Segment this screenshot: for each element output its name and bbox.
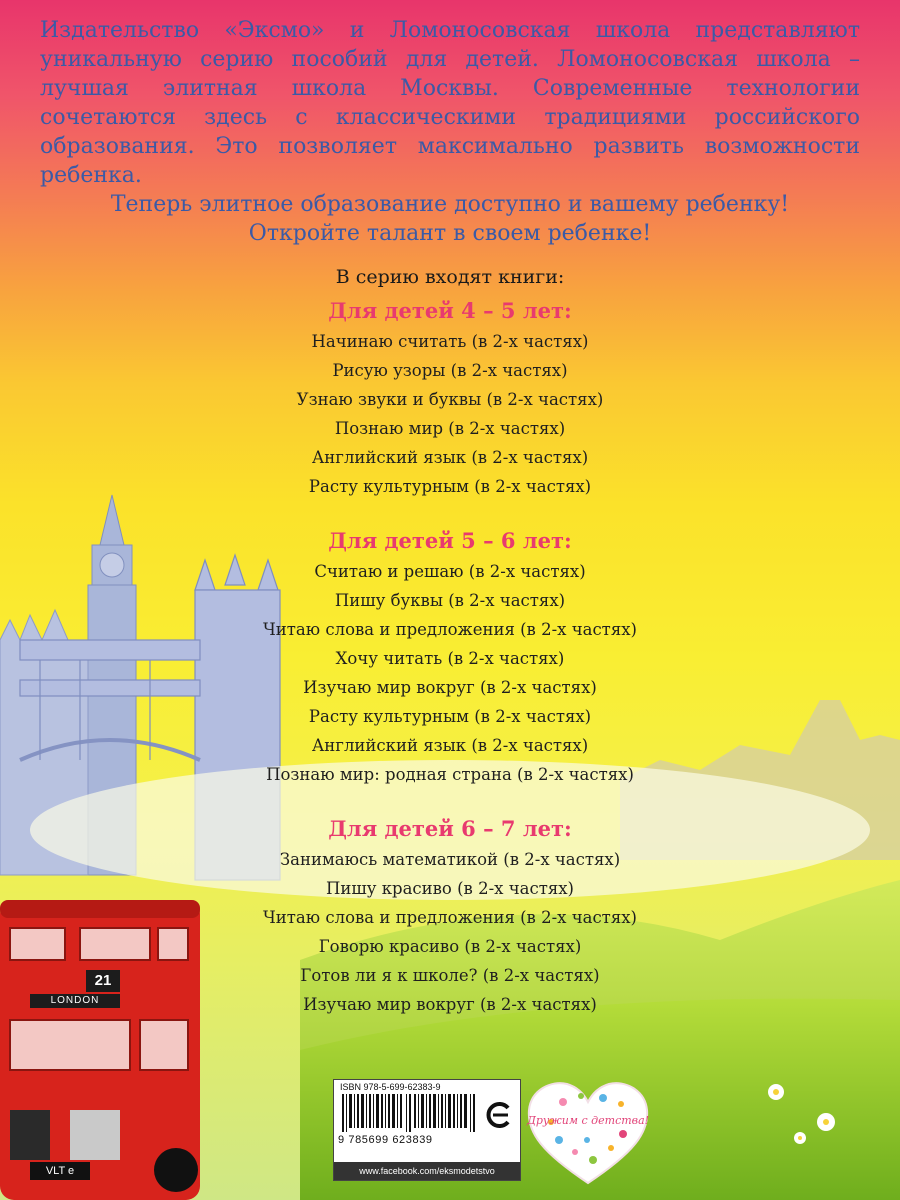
heart-slogan: Дружим с детства! [526,1114,650,1127]
intro-line-access: Теперь элитное образование доступно и вашему ребенку! [110,192,790,217]
book-list [150,845,750,1019]
group-6-7 [150,816,750,1019]
heart-icon [523,1078,653,1188]
bus-plate: VLT e [45,1165,75,1177]
bus-destination: LONDON [50,995,100,1006]
intro-line-talent: Откройте талант в своем ребенке! [248,221,652,246]
list-item: Расту культурным (в 2-х частях) [308,477,592,496]
heart-badge [523,1078,653,1188]
group-heading: Для детей 5 – 6 лет: [328,528,572,553]
list-item: Английский язык (в 2-х частях) [311,448,589,467]
list-item: Изучаю мир вокруг (в 2-х частях) [303,995,597,1014]
book-list [150,327,750,501]
barcode-icon [340,1094,480,1132]
list-item: Изучаю мир вокруг (в 2-х частях) [303,678,597,697]
list-item: Познаю мир: родная страна (в 2-х частях) [266,765,634,784]
group-4-5 [150,298,750,501]
list-item: Готов ли я к школе? (в 2-х частях) [300,966,600,985]
isbn-text: ISBN 978-5-699-62383-9 [340,1082,441,1092]
list-item: Читаю слова и предложения (в 2-х частях) [263,620,637,639]
list-item: Читаю слова и предложения (в 2-х частях) [263,908,637,927]
list-item: Считаю и решаю (в 2-х частях) [314,562,586,581]
list-item: Узнаю звуки и буквы (в 2-х частях) [296,390,604,409]
series-intro: В серию входят книги: [335,266,565,288]
list-item: Занимаюсь математикой (в 2-х частях) [279,850,621,869]
list-item: Хочу читать (в 2-х частях) [335,649,565,668]
barcode-digits: 9 785699 623839 [338,1134,433,1146]
list-item: Начинаю считать (в 2-х частях) [311,332,589,351]
group-heading: Для детей 4 – 5 лет: [328,298,572,323]
bus-route-number: 21 [94,972,112,989]
list-item: Пишу буквы (в 2-х частях) [334,591,566,610]
eksmo-logo-icon [484,1100,514,1130]
barcode-block [333,1079,521,1181]
intro-text [40,16,860,248]
group-5-6 [150,528,750,789]
list-item: Пишу красиво (в 2-х частях) [326,879,574,898]
intro-paragraph: Издательство «Эксмо» и Ломоносовская школа представляют уникальную серию пособий для детей. Ломоносовская школа – лучшая элитная школа Москвы. Современные технологии сочетаются здесь с классическими традициями российского образования. Это позволяет максимально развить возможности ребенка. [40,18,860,188]
book-list [150,557,750,789]
list-item: Говорю красиво (в 2-х частях) [318,937,582,956]
group-heading: Для детей 6 – 7 лет: [328,816,572,841]
list-item: Рисую узоры (в 2-х частях) [332,361,568,380]
facebook-url: www.facebook.com/eksmodetstvo [334,1162,520,1180]
list-item: Познаю мир (в 2-х частях) [334,419,566,438]
list-item: Расту культурным (в 2-х частях) [308,707,592,726]
list-item: Английский язык (в 2-х частях) [311,736,589,755]
